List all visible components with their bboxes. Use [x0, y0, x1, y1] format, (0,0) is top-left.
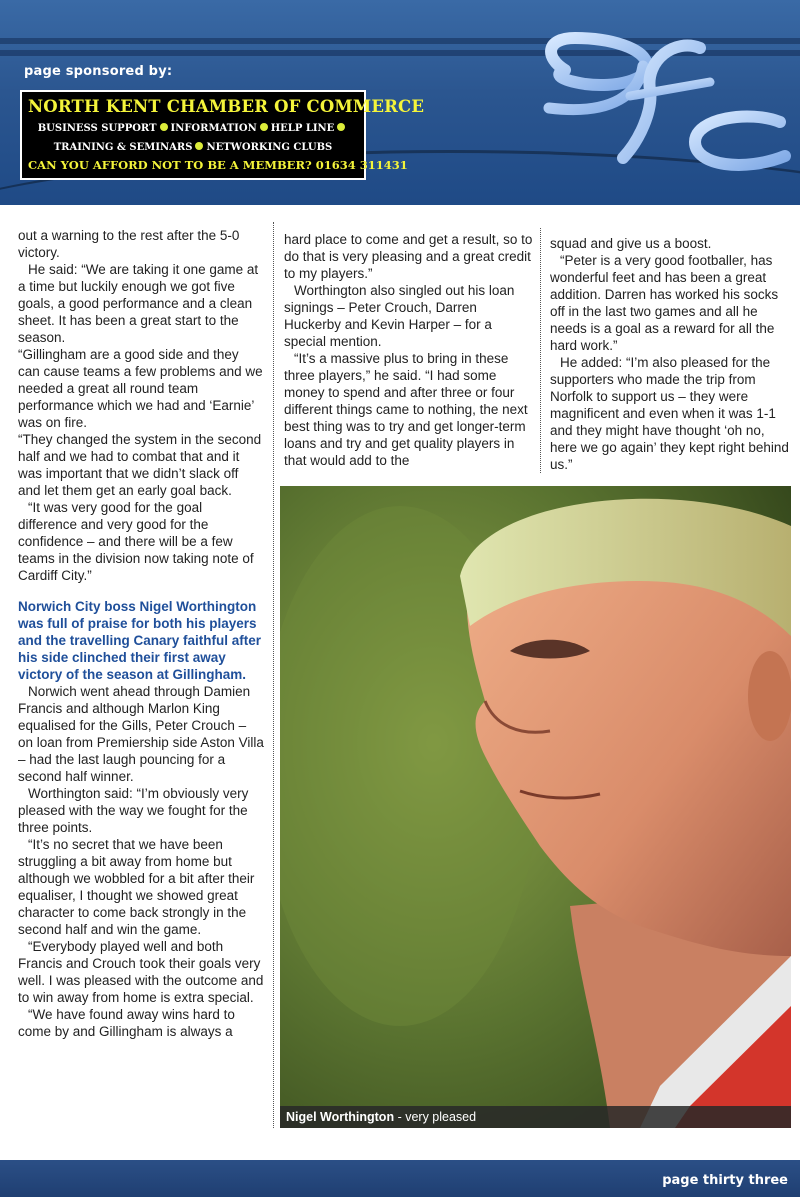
sponsor-label: page sponsored by: [24, 64, 173, 79]
service-information: INFORMATION [170, 123, 257, 134]
page-header [0, 0, 800, 205]
bullet-dot-icon [160, 123, 168, 131]
bullet-dot-icon [260, 123, 268, 131]
column-divider [540, 228, 541, 473]
paragraph: hard place to come and get a result, so to do that is very pleasing and a great credit to my players.” [284, 232, 533, 281]
page-footer [0, 1160, 800, 1197]
service-help-line: HELP LINE [270, 123, 335, 134]
article-column-2 [284, 231, 534, 469]
paragraph: “It was very good for the goal difference and very good for the confidence – and there will be a few teams in the division now taking note of Cardiff City.” [18, 500, 254, 583]
paragraph: out a warning to the rest after the 5-0 victory. [18, 228, 240, 260]
sponsor-services-line-1 [28, 119, 358, 138]
photo-illustration [280, 486, 791, 1128]
service-networking: NETWORKING CLUBS [206, 142, 333, 153]
paragraph: “They changed the system in the second half and we had to combat that and it was important that we didn’t slack off and let them get an early goal back. [18, 432, 262, 498]
article-column-1 [18, 227, 264, 1040]
paragraph: “Gillingham are a good side and they can cause teams a few problems and we needed a great all round team performance which we had and ‘Earnie’ was on fire. [18, 347, 263, 430]
paragraph: He said: “We are taking it one game at a time but luckily enough we got five goals, a good performance and a clean sheet. It has been a great start to the season. [18, 262, 259, 345]
page-number: page thirty three [662, 1173, 788, 1188]
gfc-logo [535, 30, 797, 190]
bullet-dot-icon [337, 123, 345, 131]
player-photo [280, 486, 791, 1128]
article-lead: Norwich City boss Nigel Worthington was full of praise for both his players and the travelling Canary faithful after his side clinched their first away victory of the season at Gillingham. [18, 599, 262, 682]
sponsor-name: NORTH KENT CHAMBER OF COMMERCE [28, 97, 425, 116]
paragraph: “We have found away wins hard to come by and Gillingham is always a [18, 1007, 235, 1039]
photo-caption [280, 1106, 791, 1128]
caption-text: - very pleased [394, 1110, 477, 1124]
paragraph: “It’s no secret that we have been struggling a bit away from home but although we wobbled for a bit after their equaliser, I thought we showed great character to come back strongly in the second half and win the game. [18, 837, 255, 937]
paragraph: “Peter is a very good footballer, has wonderful feet and has been a great addition. Darren has worked his socks off in the last two games and all he needs is a goal as a reward for all the hard work.” [550, 253, 779, 353]
sponsor-advert [20, 90, 425, 180]
paragraph: Worthington said: “I’m obviously very pleased with the way we fought for the three points. [18, 786, 249, 835]
paragraph: squad and give us a boost. [550, 236, 712, 251]
sponsor-services-line-2 [28, 138, 358, 157]
bullet-dot-icon [195, 142, 203, 150]
article-column-3 [550, 235, 790, 473]
service-training: TRAINING & SEMINARS [53, 142, 193, 153]
column-divider [273, 222, 274, 1128]
caption-name: Nigel Worthington [286, 1110, 395, 1124]
paragraph: Worthington also singled out his loan signings – Peter Crouch, Darren Huckerby and Kevin Harper – for a special mention. [284, 283, 515, 349]
sponsor-call-to-action: CAN YOU AFFORD NOT TO BE A MEMBER? 01634 311431 [28, 158, 408, 172]
paragraph: “It’s a massive plus to bring in these three players,” he said. “I had some money to spend and after three or four different things came to nothing, the next best thing was to try and get longer-term loans and try and get quality players in that would add to the [284, 351, 528, 468]
paragraph: He added: “I’m also pleased for the supporters who made the trip from Norfolk to support us – they were magnificent and even when it was 1-1 and they might have thought ‘oh no, here we go again’ they kept right behind us.” [550, 355, 789, 472]
paragraph: “Everybody played well and both Francis and Crouch took their goals very well. I was pleased with the outcome and to win away from home is extra special. [18, 939, 264, 1005]
service-business-support: BUSINESS SUPPORT [37, 123, 157, 134]
paragraph: Norwich went ahead through Damien Francis and although Marlon King equalised for the Gills, Peter Crouch – on loan from Premiership side Aston Villa – had the last laugh pouncing for a second half winner. [18, 684, 264, 784]
